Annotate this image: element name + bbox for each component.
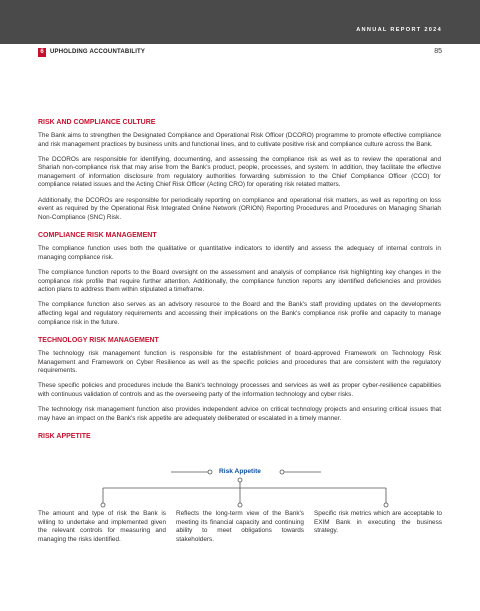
diagram-column-2: Reflects the long-term view of the Bank's meeting its financial capacity and continuing ability to meet obligations towards stakeholders. xyxy=(176,510,304,543)
diagram-title: Risk Appetite xyxy=(219,468,261,475)
node-dot xyxy=(280,470,284,474)
header-bar xyxy=(0,0,480,44)
diagram-column-1: The amount and type of risk the Bank is willing to undertake and implemented given the relevant controls for measuring and managing the risks identified. xyxy=(38,510,166,543)
paragraph: The technology risk management function is responsible for the establishment of board-approved Framework on Technology Risk Management and Framework on Cyber Resilience as well as the specific policies and procedures that are consistent with the regulatory requirements. xyxy=(38,350,441,375)
paragraph: The compliance function reports to the Board oversight on the assessment and analysis of compliance risk highlighting key changes in the compliance risk profile that require further attention. Additionally, the compliance function reports any identified deficiencies and provides action plans to address them within stipulated a timeframe. xyxy=(38,269,441,294)
paragraph: The Bank aims to strengthen the Designated Compliance and Operational Risk Officer (DCORO) programme to promote effective compliance and risk management practices by business units and functional lines, and to cultivate positive risk and compliance culture across the Bank. xyxy=(38,132,441,148)
paragraph: These specific policies and procedures include the Bank's technology processes and services as well as proper cyber-resilience capabilities with continuous validation of controls and as the overseeing party of the information technology and cyber risks. xyxy=(38,382,441,398)
node-dot xyxy=(101,503,105,507)
heading-compliance-risk-management: COMPLIANCE RISK MANAGEMENT xyxy=(38,232,157,240)
report-label: ANNUAL REPORT 2024 xyxy=(356,27,442,33)
node-dot xyxy=(384,503,388,507)
heading-risk-compliance-culture: RISK AND COMPLIANCE CULTURE xyxy=(38,119,156,126)
node-dot xyxy=(208,470,212,474)
section-header xyxy=(38,48,442,58)
risk-appetite-diagram xyxy=(38,460,442,570)
paragraph: The compliance function uses both the qualitative or quantitative indicators to identify and assess the adequacy of internal controls in managing compliance risk. xyxy=(38,245,441,261)
paragraph: The technology risk management function also provides independent advice on critical technology projects and ensuring critical issues that may have an impact on the Bank's risk appetite are adequately deliberated or escalated in a timely manner. xyxy=(38,406,441,422)
page-number: 85 xyxy=(434,48,442,55)
section-title: UPHOLDING ACCOUNTABILITY xyxy=(50,49,146,55)
paragraph: The compliance function also serves as an advisory resource to the Board and the Bank's staff providing updates on the developments affecting legal and regulatory requirements and accessing their implications on the Bank's compliance risk profile and capacity to manage compliance risk in the future. xyxy=(38,301,441,326)
section-number-badge: 6 xyxy=(38,48,46,57)
paragraph: The DCOROs are responsible for identifying, documenting, and assessing the compliance risk as well as to review the operational and Shariah non-compliance risk that may arise from the Bank's product, people, processes, and system. In addition, they facilitate the effective management of information disclosure from regulatory authorities forwarding submission to the Chief Compliance Officer (CCO) for compliance related issues and the Acting Chief Risk Officer (Acting CRO) for operating risk related matters. xyxy=(38,155,441,189)
node-dot xyxy=(238,503,242,507)
heading-risk-appetite: RISK APPETITE xyxy=(38,433,91,441)
heading-technology-risk-management: TECHNOLOGY RISK MANAGEMENT xyxy=(38,337,159,345)
main-content xyxy=(38,118,441,446)
diagram-column-3: Specific risk metrics which are acceptable to EXIM Bank in executing the business strategy. xyxy=(314,510,442,535)
node-dot xyxy=(238,478,242,482)
paragraph: Additionally, the DCOROs are responsible for periodically reporting on compliance and operational risk matters, as well as reporting on loss event as required by the Operational Risk Integrated Online Network (ORION) Reporting Procedures and Procedures on Managing Shariah Non-Compliance (SNC) Risk. xyxy=(38,196,441,221)
